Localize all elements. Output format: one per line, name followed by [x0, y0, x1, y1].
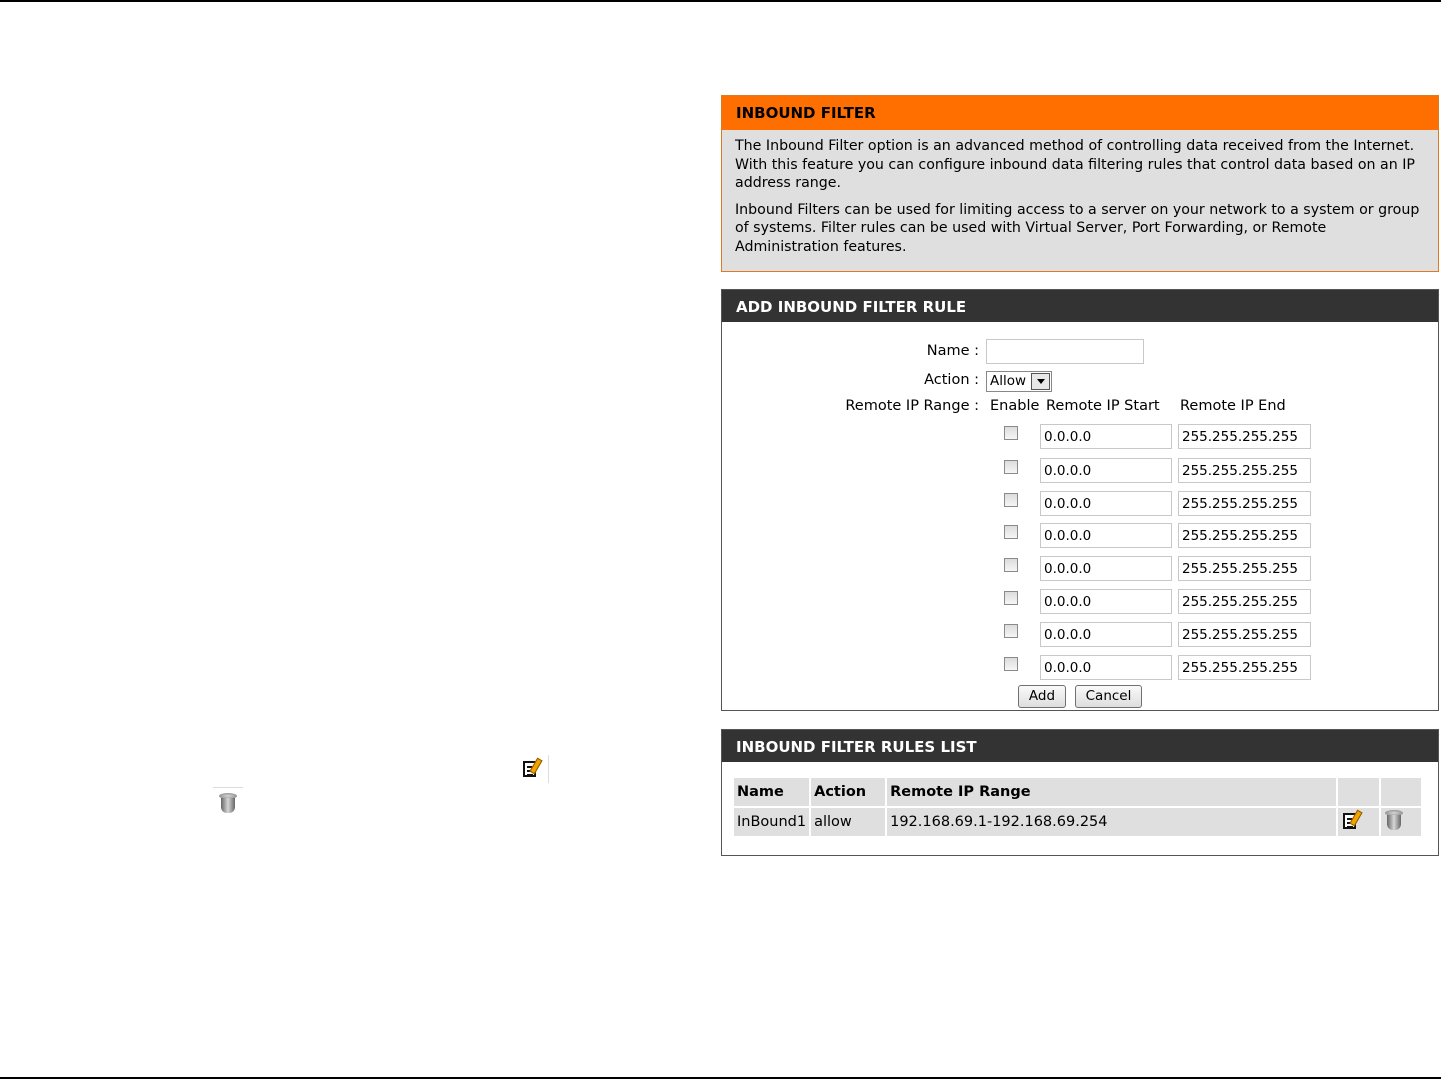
rule-action-cell: allow	[811, 808, 885, 836]
table-header-row	[734, 778, 1421, 806]
column-header-remote-ip-range: Remote IP Range	[887, 778, 1336, 806]
remote-ip-end-input[interactable]	[1178, 458, 1311, 483]
action-label: Action :	[924, 372, 979, 388]
range-enable-checkbox[interactable]	[1004, 591, 1018, 605]
column-header-delete	[1381, 778, 1421, 806]
remote-ip-start-input[interactable]	[1040, 458, 1172, 483]
range-enable-checkbox[interactable]	[1004, 493, 1018, 507]
trash-icon	[213, 787, 243, 818]
remote-ip-start-input[interactable]	[1040, 491, 1172, 516]
add-rule-header	[722, 290, 1438, 322]
action-select[interactable]	[986, 371, 1052, 392]
column-header-action: Action	[811, 778, 885, 806]
rules-table	[732, 776, 1423, 838]
range-enable-checkbox[interactable]	[1004, 426, 1018, 440]
range-enable-checkbox[interactable]	[1004, 525, 1018, 539]
name-label: Name :	[926, 343, 979, 359]
info-panel-body	[735, 137, 1429, 264]
remote-ip-start-input[interactable]	[1040, 556, 1172, 581]
info-paragraph-1: The Inbound Filter option is an advanced method of controlling data received from the Internet. With this feature you can configure inbound data filtering rules that control data based on an IP address range.	[735, 138, 1415, 191]
add-button[interactable]: Add	[1018, 685, 1066, 708]
rules-list-header	[722, 730, 1438, 762]
remote-ip-start-input[interactable]	[1040, 523, 1172, 548]
inbound-filter-info-panel	[721, 95, 1439, 272]
rule-range-cell: 192.168.69.1-192.168.69.254	[887, 808, 1336, 836]
edit-rule-button[interactable]	[1338, 808, 1379, 836]
range-enable-checkbox[interactable]	[1004, 657, 1018, 671]
cancel-button[interactable]: Cancel	[1075, 685, 1142, 708]
info-paragraph-2: Inbound Filters can be used for limiting access to a server on your network to a system or group of systems. Filter rules can be used with Virtual Server, Port Forwarding, or Remote Administration features.	[735, 201, 1420, 255]
rules-list-title: INBOUND FILTER RULES LIST	[736, 738, 977, 756]
action-selected-value: Allow	[990, 373, 1027, 389]
remote-ip-end-input[interactable]	[1178, 424, 1311, 449]
remote-ip-range-label: Remote IP Range :	[845, 398, 979, 414]
remote-ip-end-input[interactable]	[1178, 622, 1311, 647]
range-enable-checkbox[interactable]	[1004, 624, 1018, 638]
name-input[interactable]	[986, 339, 1144, 364]
remote-ip-end-input[interactable]	[1178, 589, 1311, 614]
bottom-divider	[0, 1077, 1441, 1079]
remote-ip-end-input[interactable]	[1178, 556, 1311, 581]
rule-name-cell: InBound1	[734, 808, 809, 836]
enable-column-header: Enable	[990, 398, 1040, 414]
remote-ip-end-input[interactable]	[1178, 655, 1311, 680]
remote-ip-start-input[interactable]	[1040, 622, 1172, 647]
table-row	[734, 808, 1421, 836]
info-panel-header	[722, 96, 1438, 130]
delete-rule-button[interactable]	[1381, 808, 1421, 836]
range-enable-checkbox[interactable]	[1004, 558, 1018, 572]
top-divider	[0, 0, 1441, 2]
remote-ip-start-input[interactable]	[1040, 424, 1172, 449]
remote-ip-end-header: Remote IP End	[1180, 398, 1286, 414]
edit-icon	[518, 755, 549, 783]
remote-ip-start-header: Remote IP Start	[1046, 398, 1160, 414]
column-header-edit	[1338, 778, 1379, 806]
remote-ip-start-input[interactable]	[1040, 589, 1172, 614]
remote-ip-start-input[interactable]	[1040, 655, 1172, 680]
remote-ip-end-input[interactable]	[1178, 523, 1311, 548]
range-enable-checkbox[interactable]	[1004, 460, 1018, 474]
remote-ip-end-input[interactable]	[1178, 491, 1311, 516]
add-rule-title: ADD INBOUND FILTER RULE	[736, 298, 967, 316]
add-inbound-filter-rule-panel	[721, 289, 1439, 711]
trash-icon[interactable]	[1384, 809, 1404, 831]
edit-icon[interactable]	[1341, 810, 1361, 830]
column-header-name: Name	[734, 778, 809, 806]
info-panel-title: INBOUND FILTER	[736, 104, 876, 122]
inbound-filter-rules-list-panel	[721, 729, 1439, 856]
chevron-down-icon[interactable]	[1031, 373, 1050, 390]
